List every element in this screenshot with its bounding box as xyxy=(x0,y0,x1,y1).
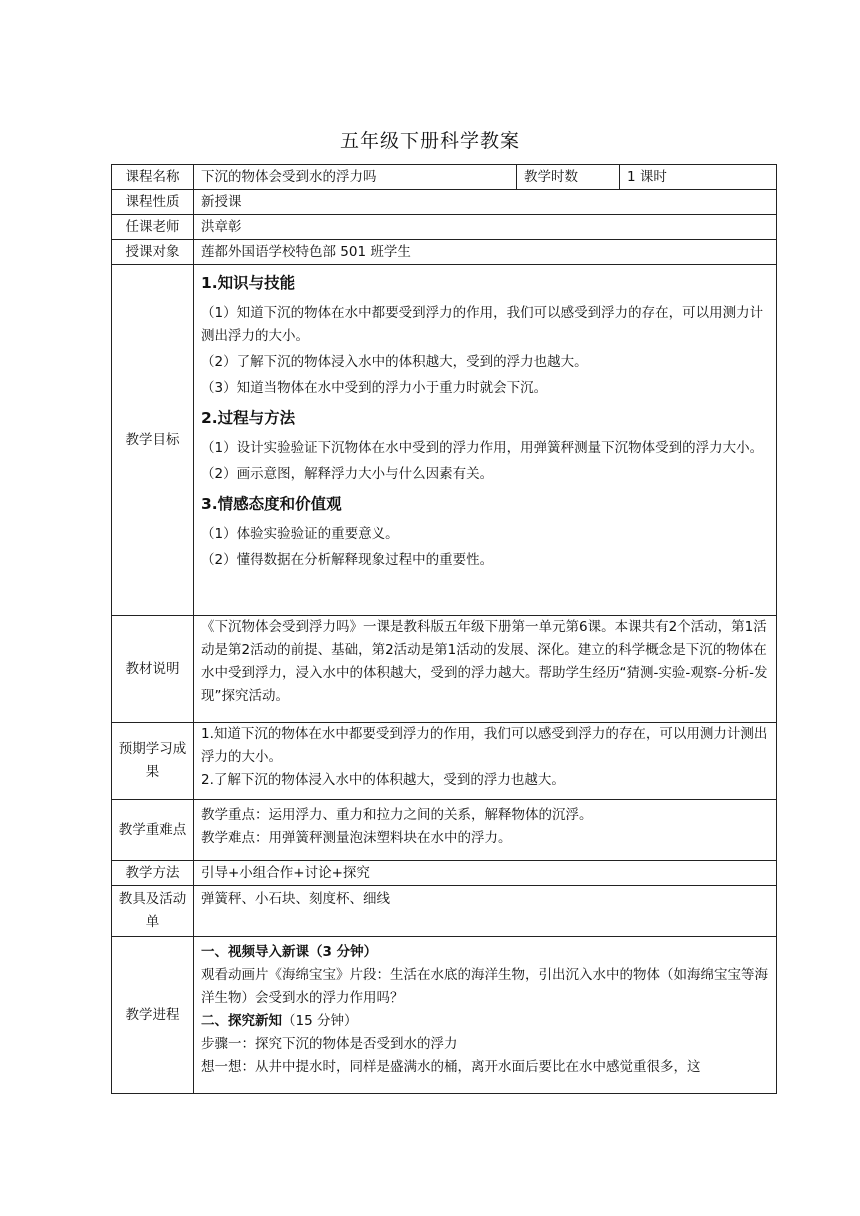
process-heading: 二、探究新知 xyxy=(201,1013,282,1029)
audience-value: 莲都外国语学校特色部 501 班学生 xyxy=(194,240,777,265)
row-nature xyxy=(112,190,777,215)
row-outcomes xyxy=(112,723,777,800)
process-content xyxy=(194,937,777,1094)
material-text: 《下沉物体会受到浮力吗》一课是教科版五年级下册第一单元第6课。本课共有2个活动，第1活动是第2活动的前提、基础，第2活动是第1活动的发展、深化。建立的科学概念是下沉的物体在水中受到浮力，浸入水中的体积越大，受到的浮力越大。帮助学生经历“猜测-实验-观察-分析-发现”探究活动。 xyxy=(194,616,777,723)
objective-item: （2）懂得数据在分析解释现象过程中的重要性。 xyxy=(201,552,494,568)
tools-value: 弹簧秤、小石块、刻度杯、细线 xyxy=(194,886,777,937)
objective-item: （1）设计实验验证下沉物体在水中受到的浮力作用，用弹簧秤测量下沉物体受到的浮力大小。 xyxy=(201,440,764,456)
hours-value: 1 课时 xyxy=(620,165,777,190)
material-label: 教材说明 xyxy=(112,616,194,723)
objective-heading: 3.情感态度和价值观 xyxy=(201,495,342,513)
objective-item: （1）知道下沉的物体在水中都要受到浮力的作用，我们可以感受到浮力的存在，可以用测力计测出浮力的大小。 xyxy=(201,305,764,344)
document-title: 五年级下册科学教案 xyxy=(339,130,520,152)
course-name-value: 下沉的物体会受到水的浮力吗 xyxy=(194,165,517,190)
objectives-label: 教学目标 xyxy=(112,265,194,616)
process-heading-time: （15 分钟） xyxy=(282,1013,358,1029)
nature-label: 课程性质 xyxy=(112,190,194,215)
lesson-plan-table xyxy=(111,164,777,1094)
outcome-item: 2.了解下沉的物体浸入水中的体积越大，受到的浮力也越大。 xyxy=(201,772,565,788)
row-methods xyxy=(112,861,777,886)
row-teacher xyxy=(112,215,777,240)
row-material xyxy=(112,616,777,723)
objective-item: （2）了解下沉的物体浸入水中的体积越大，受到的浮力也越大。 xyxy=(201,354,588,370)
objective-item: （1）体验实验验证的重要意义。 xyxy=(201,526,399,542)
methods-label: 教学方法 xyxy=(112,861,194,886)
row-objectives xyxy=(112,265,777,616)
outcomes-label: 预期学习成果 xyxy=(112,723,194,800)
process-paragraph: 想一想：从井中提水时，同样是盛满水的桶，离开水面后要比在水中感觉重很多，这 xyxy=(201,1059,701,1075)
objective-heading: 2.过程与方法 xyxy=(201,409,296,427)
keypoints-label: 教学重难点 xyxy=(112,800,194,861)
audience-label: 授课对象 xyxy=(112,240,194,265)
hours-label: 教学时数 xyxy=(517,165,620,190)
process-heading: 一、视频导入新课（3 分钟） xyxy=(201,944,378,960)
teacher-value: 洪章彰 xyxy=(194,215,777,240)
objective-heading: 1.知识与技能 xyxy=(201,274,296,292)
keypoint-item: 教学难点：用弹簧秤测量泡沫塑料块在水中的浮力。 xyxy=(201,830,512,846)
nature-value: 新授课 xyxy=(194,190,777,215)
course-name-label: 课程名称 xyxy=(112,165,194,190)
row-keypoints xyxy=(112,800,777,861)
outcome-item: 1.知道下沉的物体在水中都要受到浮力的作用，我们可以感受到浮力的存在，可以用测力计测出浮力的大小。 xyxy=(201,726,768,765)
process-paragraph: 观看动画片《海绵宝宝》片段：生活在水底的海洋生物，引出沉入水中的物体（如海绵宝宝等海洋生物）会受到水的浮力作用吗？ xyxy=(201,967,768,1006)
tools-label: 教具及活动单 xyxy=(112,886,194,937)
process-label: 教学进程 xyxy=(112,937,194,1094)
methods-value: 引导+小组合作+讨论+探究 xyxy=(194,861,777,886)
outcomes-content xyxy=(194,723,777,800)
objective-item: （2）画示意图，解释浮力大小与什么因素有关。 xyxy=(201,466,494,482)
row-process xyxy=(112,937,777,1094)
row-tools xyxy=(112,886,777,937)
teacher-label: 任课老师 xyxy=(112,215,194,240)
objectives-content xyxy=(194,265,777,616)
keypoint-item: 教学重点：运用浮力、重力和拉力之间的关系，解释物体的沉浮。 xyxy=(201,807,593,823)
keypoints-content xyxy=(194,800,777,861)
process-step: 步骤一：探究下沉的物体是否受到水的浮力 xyxy=(201,1036,458,1052)
row-audience xyxy=(112,240,777,265)
objective-item: （3）知道当物体在水中受到的浮力小于重力时就会下沉。 xyxy=(201,380,548,396)
row-course-name xyxy=(112,165,777,190)
